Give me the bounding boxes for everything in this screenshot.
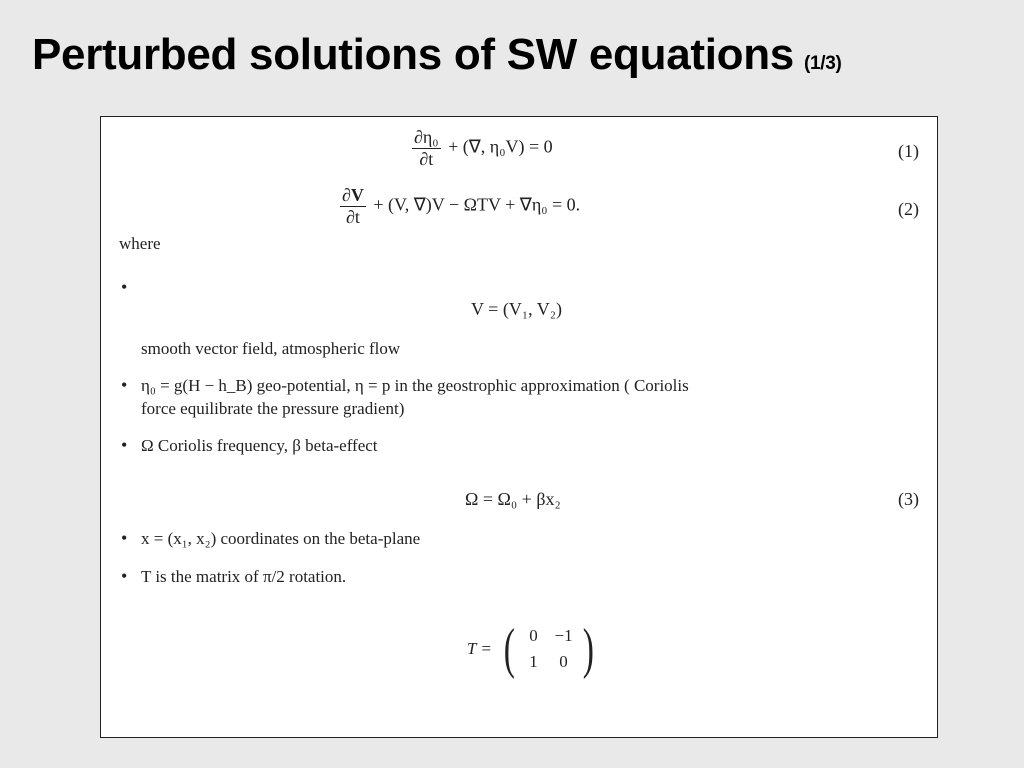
bullet-2: • [121, 375, 128, 395]
bullet-3: • [121, 435, 128, 455]
where-label: where [119, 234, 161, 253]
item-1-text: smooth vector field, atmospheric flow [141, 339, 401, 358]
slide-part-indicator: (1/3) [803, 53, 842, 74]
item-5-text: T is the matrix of π/2 rotation. [141, 567, 347, 586]
matrix-cell: 1 [529, 652, 538, 671]
eq2-rest: + (V, ∇)V − ΩTV + ∇η₀ = 0. [373, 194, 581, 215]
item-2-line-1: η₀ = g(H − h_B) geo-potential, η = p in the geostrophic approximation ( Coriolis [141, 376, 689, 395]
equation-1-number: (1) [898, 141, 919, 161]
bullet-4: • [121, 528, 128, 548]
matrix-grid [519, 626, 579, 672]
equation-2-number: (2) [898, 199, 919, 219]
eq1-numerator: ∂η₀ [414, 127, 439, 147]
velocity-equation: V = (V₁, V₂) [471, 299, 563, 319]
eq2-denominator: ∂t [346, 207, 360, 227]
eq2-fraction [340, 185, 366, 228]
bullet-1: • [121, 277, 128, 297]
item-3-text: Ω Coriolis frequency, β beta-effect [141, 436, 378, 455]
bullet-5: • [121, 566, 128, 586]
item-4-text: x = (x₁, x₂) coordinates on the beta-plane [141, 529, 421, 548]
slide-title-text: Perturbed solutions of SW equations [32, 30, 794, 79]
eq1-fraction [412, 127, 441, 170]
matrix-expression [467, 618, 597, 680]
matrix-right-paren: ) [582, 618, 594, 680]
matrix-cell: 0 [559, 652, 568, 671]
equation-2 [337, 185, 580, 228]
equation-image [100, 116, 938, 738]
eq1-rest: + (∇, η₀V) = 0 [448, 136, 553, 157]
equation-3-number: (3) [898, 489, 919, 509]
slide-title [32, 30, 842, 80]
equation-1 [409, 127, 553, 170]
eq1-denominator: ∂t [419, 149, 434, 169]
item-2-line-2: force equilibrate the pressure gradient) [141, 399, 405, 418]
matrix-cell: −1 [554, 626, 573, 645]
matrix-cell: 0 [529, 626, 538, 645]
equation-3: Ω = Ω₀ + βx₂ [465, 489, 561, 509]
eq2-numerator: ∂V [342, 185, 364, 205]
rotation-matrix [467, 618, 597, 680]
matrix-lhs: T = [467, 639, 492, 658]
matrix-left-paren: ( [503, 618, 515, 680]
